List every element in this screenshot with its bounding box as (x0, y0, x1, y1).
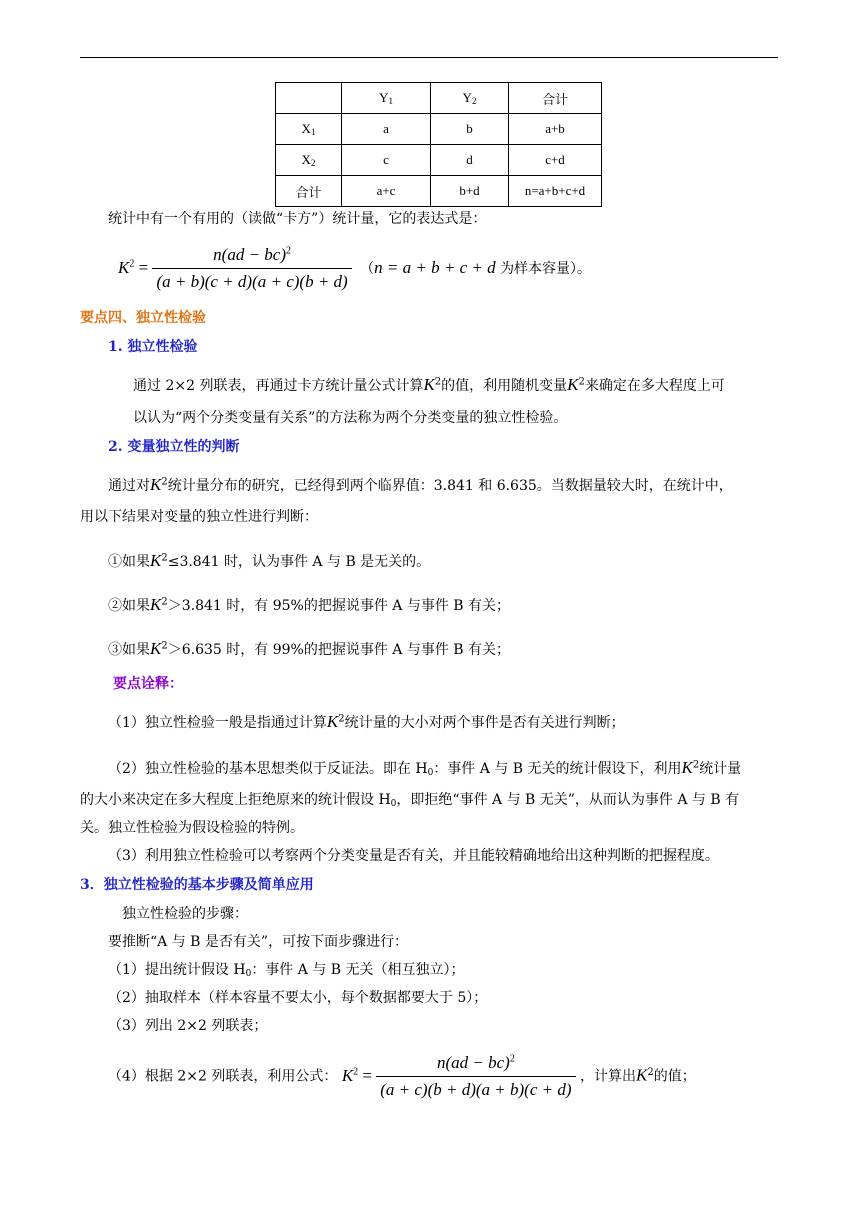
step4-numerator: n(ad − bc)$^2$ (436, 1053, 515, 1072)
formula-numerator: n(ad − bc)$^2$ (213, 245, 291, 264)
step-1: （1）提出统计假设 $H_0$：事件 A 与 B 无关（相互独立）； (108, 962, 465, 979)
step-3: （3）列出 2×2 列联表； (108, 1018, 268, 1034)
note-2-line3: 关。独立性检验为假设检验的特例。 (80, 820, 304, 836)
item1-title: 1. 独立性检验 (108, 339, 198, 355)
item2-title: 2. 变量独立性的判断 (108, 439, 240, 455)
item1-para-line2: 以认为“两个分类变量有关系”的方法称为两个分类变量的独立性检验。 (133, 410, 568, 426)
steps-lead: 要推断“A 与 B 是否有关”，可按下面步骤进行： (108, 934, 409, 950)
table-row (276, 145, 602, 176)
step4-fraction (376, 1052, 575, 1101)
table-corner-cell (276, 83, 342, 114)
rule-3: ③如果$K^2>6.635$ 时，有 99%的把握说事件 A 与事件 B 有关； (108, 639, 511, 658)
note-1: （1）独立性检验一般是指通过计算$K^2$统计量的大小对两个事件是否有关进行判断； (108, 712, 625, 731)
table-row-label: 合计 (276, 176, 342, 207)
table-cell: a (342, 114, 431, 145)
intro-text: 统计中有一个有用的（读做“卡方”）统计量，它的表达式是： (108, 211, 487, 227)
formula-lhs: $K^2$ = (118, 257, 153, 277)
item1-para-line1: 通过 2×2 列联表，再通过卡方统计量公式计算$K^2$的值，利用随机变量$K^2$来确定在多大程度上可 (133, 375, 725, 394)
table-cell: a+b (509, 114, 602, 145)
contingency-table (275, 82, 602, 207)
item2-para-line2: 用以下结果对变量的独立性进行判断： (80, 509, 318, 525)
rule-1: ①如果$K^2\le 3.841$ 时，认为事件 A 与 B 是无关的。 (108, 551, 431, 570)
steps-intro: 独立性检验的步骤： (122, 906, 248, 922)
note-2-line2: 的大小来决定在多大程度上拒绝原来的统计假设 $H_0$，即拒绝“事件 A 与 B 无关”，从而认为事件 A 与 B 有 (80, 792, 740, 809)
formula-fraction (152, 244, 351, 293)
step4-lhs: $K^2$ = (341, 1065, 377, 1085)
step4-denominator: (a + c)(b + d)(a + b)(c + d) (376, 1076, 575, 1101)
table-header-cell: 合计 (509, 83, 602, 114)
chi-square-formula (118, 244, 591, 293)
table-cell: d (431, 145, 509, 176)
rule-2: ②如果$K^2>3.841$ 时，有 95%的把握说事件 A 与事件 B 有关； (108, 595, 511, 614)
formula-denominator: (a + b)(c + d)(a + c)(b + d) (152, 268, 351, 293)
table-row (276, 114, 602, 145)
table-cell: c (342, 145, 431, 176)
table-cell: b+d (431, 176, 509, 207)
table-cell: n=a+b+c+d (509, 176, 602, 207)
note-3: （3）利用独立性检验可以考察两个分类变量是否有关，并且能较精确地给出这种判断的把握程度。 (108, 848, 719, 864)
table-header-row (276, 83, 602, 114)
table-cell: a+c (342, 176, 431, 207)
notes-title: 要点诠释： (113, 676, 183, 692)
step-2: （2）抽取样本（样本容量不要太小，每个数据都要大于 5）； (108, 990, 488, 1006)
item2-para-line1: 通过对$K^2$统计量分布的研究，已经得到两个临界值：3.841 和 6.635。当数据量较大时，在统计中， (108, 475, 733, 494)
section3-title: 3．独立性检验的基本步骤及简单应用 (80, 877, 314, 893)
table-row-label: $X_2$ (276, 145, 342, 176)
header-rule (80, 57, 778, 58)
table-cell: c+d (509, 145, 602, 176)
table-row (276, 176, 602, 207)
table-row-label: $X_1$ (276, 114, 342, 145)
note-2-line1: （2）独立性检验的基本思想类似于反证法。即在 $H_0$：事件 A 与 B 无关的统计假设下，利用$K^2$统计量 (108, 758, 742, 778)
table-header-cell: $Y_2$ (431, 83, 509, 114)
table-cell: b (431, 114, 509, 145)
formula-note: （n = a + b + c + d 为样本容量）。 (360, 257, 592, 277)
table-header-cell: $Y_1$ (342, 83, 431, 114)
step-4: （4）根据 2×2 列联表，利用公式： $K^2$ = $\frac{n(ad - bc)^2}{(a + c)(b + d)(a + b)(c + d)}$ ，计算出$K^2$的值； (108, 1052, 696, 1101)
section4-title: 要点四、独立性检验 (80, 310, 206, 326)
